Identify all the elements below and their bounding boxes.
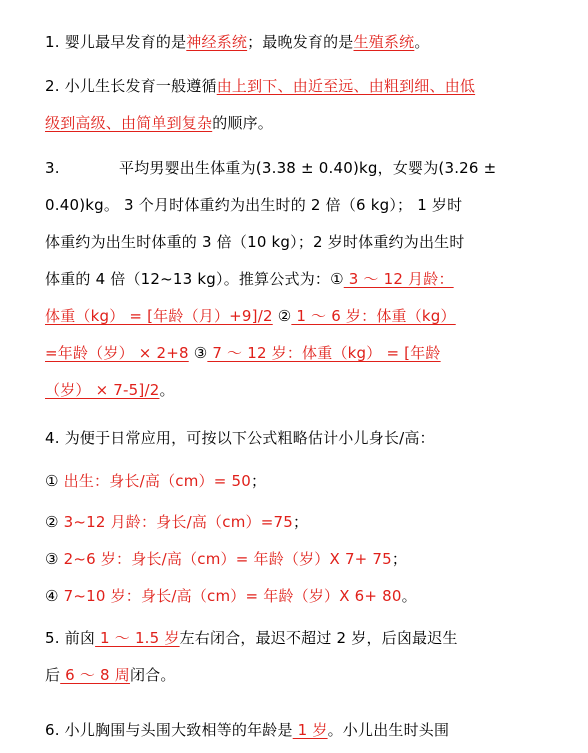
answer-blank: 1 ～ 1.5 岁: [95, 629, 180, 647]
answer-blank: 7 ～ 12 岁：体重（kg） = [年龄: [207, 344, 441, 362]
formula-item: [45, 463, 561, 500]
question-text: ；最晚发育的是: [247, 33, 354, 51]
answer-blank: 3 ～ 12 月龄：: [343, 270, 454, 288]
circled-number: ②: [45, 513, 59, 531]
circled-number: ②: [272, 307, 292, 325]
question-text: 后: [45, 666, 61, 684]
formula-item: [45, 578, 561, 615]
question-number: 1.: [45, 33, 60, 51]
punctuation: 。: [414, 33, 430, 51]
formula-item: [45, 541, 561, 578]
circled-number: ①: [45, 472, 59, 490]
question-text: 。小儿出生时头围: [327, 721, 450, 739]
punctuation: ；: [391, 550, 408, 568]
answer-blank: 1 岁: [292, 721, 328, 739]
formula-item: [45, 504, 561, 541]
question-text: 的顺序。: [212, 114, 274, 132]
question-text: 为便于日常应用，可按以下公式粗略估计小儿身长/高：: [64, 429, 435, 447]
formula-text: 7~10 岁：身长/高（cm）= 年龄（岁）X 6+ 80: [58, 587, 402, 605]
question-text: 0.40)kg。 3 个月时体重约为出生时的 2 倍（6 kg）； 1 岁时: [45, 196, 463, 214]
answer-blank: 体重（kg） = [年龄（月）+9]/2: [45, 307, 273, 325]
question-text: 小儿生长发育一般遵循: [64, 77, 217, 95]
question-5: [45, 620, 561, 694]
circled-number: ③: [45, 550, 59, 568]
answer-blank: 6 ～ 8 周: [60, 666, 130, 684]
question-2: [45, 68, 561, 142]
circled-number: ③: [188, 344, 208, 362]
formula-text: 2~6 岁：身长/高（cm）= 年龄（岁）X 7+ 75: [58, 550, 392, 568]
punctuation: ；: [250, 472, 267, 490]
question-text: 左右闭合，最迟不超过 2 岁，后囟最迟生: [179, 629, 458, 647]
question-number: 4.: [45, 429, 60, 447]
punctuation: 。: [159, 381, 175, 399]
question-text: 小儿胸围与头围大致相等的年龄是: [59, 721, 293, 739]
question-text: 平均男婴出生体重为(3.38 ± 0.40)kg，女婴为(3.26 ±: [119, 159, 497, 177]
question-text: 前囟: [64, 629, 96, 647]
question-text: 婴儿最早发育的是: [64, 33, 187, 51]
question-6: [45, 712, 561, 749]
question-text: 闭合。: [129, 666, 176, 684]
answer-blank: 神经系统: [186, 33, 248, 51]
question-text: 体重的 4 倍（12~13 kg）。推算公式为：①: [45, 270, 344, 288]
question-1: [45, 24, 561, 61]
question-3: [45, 150, 561, 409]
question-number: 2.: [45, 77, 60, 95]
formula-text: 出生：身长/高（cm）= 50: [58, 472, 251, 490]
punctuation: 。: [401, 587, 417, 605]
formula-text: 3~12 月龄：身长/高（cm）=75: [58, 513, 293, 531]
answer-blank: 生殖系统: [353, 33, 415, 51]
answer-blank: 级到高级、由简单到复杂: [45, 114, 213, 132]
punctuation: ；: [292, 513, 309, 531]
formula-list: [45, 463, 561, 615]
answer-blank: （岁） × 7-5]/2: [45, 381, 160, 399]
circled-number: ④: [45, 587, 59, 605]
question-number: 5.: [45, 629, 60, 647]
answer-blank: 由上到下、由近至远、由粗到细、由低: [216, 77, 476, 95]
question-number: 3.: [45, 159, 60, 177]
question-4: [45, 420, 561, 457]
answer-blank: =年龄（岁） × 2+8: [45, 344, 189, 362]
question-text: 体重约为出生时体重的 3 倍（10 kg）；2 岁时体重约为出生时: [45, 233, 465, 251]
question-number: 6.: [45, 721, 60, 739]
answer-blank: 1 ～ 6 岁：体重（kg）: [291, 307, 456, 325]
